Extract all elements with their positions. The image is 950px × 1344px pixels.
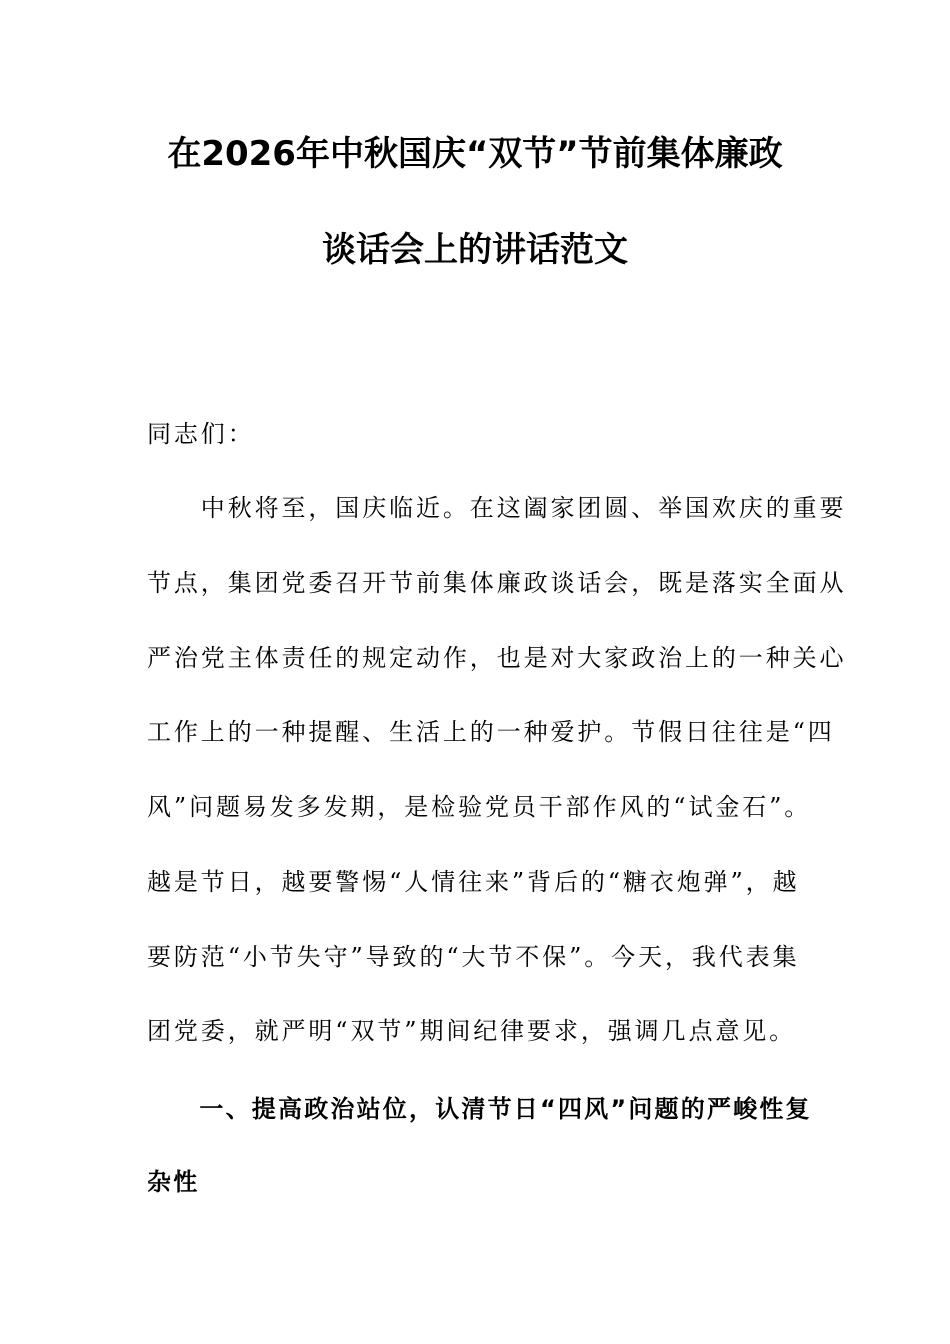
- paragraph-1-line-4: 工作上的一种提醒、生活上的一种爱护。节假日往往是“四: [147, 718, 835, 746]
- paragraph-1-line-6: 越是节日，越要警惕“人情往来”背后的“糖衣炮弹”，越: [147, 868, 800, 896]
- section-heading-1-line-2: 杂性: [147, 1168, 200, 1196]
- paragraph-1-line-1: 中秋将至，国庆临近。在这阖家团圆、举国欢庆的重要: [147, 494, 847, 522]
- document-title-line-1: 在2026年中秋国庆“双节”节前集体廉政: [167, 134, 783, 174]
- paragraph-1-line-5: 风”问题易发多发期，是检验党员干部作风的“试金石”。: [147, 793, 812, 821]
- paragraph-1-line-8: 团党委，就严明“双节”期间纪律要求，强调几点意见。: [147, 1017, 797, 1045]
- document-title-line-2: 谈话会上的讲话范文: [322, 230, 628, 270]
- paragraph-1-line-3: 严治党主体责任的规定动作，也是对大家政治上的一种关心: [147, 644, 847, 672]
- paragraph-1-line-2: 节点，集团党委召开节前集体廉政谈话会，既是落实全面从: [147, 569, 847, 597]
- salutation: 同志们：: [147, 420, 255, 448]
- section-heading-1-line-1: 一、提高政治站位，认清节日“四风”问题的严峻性复: [147, 1095, 812, 1123]
- paragraph-1-line-7: 要防范“小节失守”导致的“大节不保”。今天，我代表集: [147, 943, 800, 971]
